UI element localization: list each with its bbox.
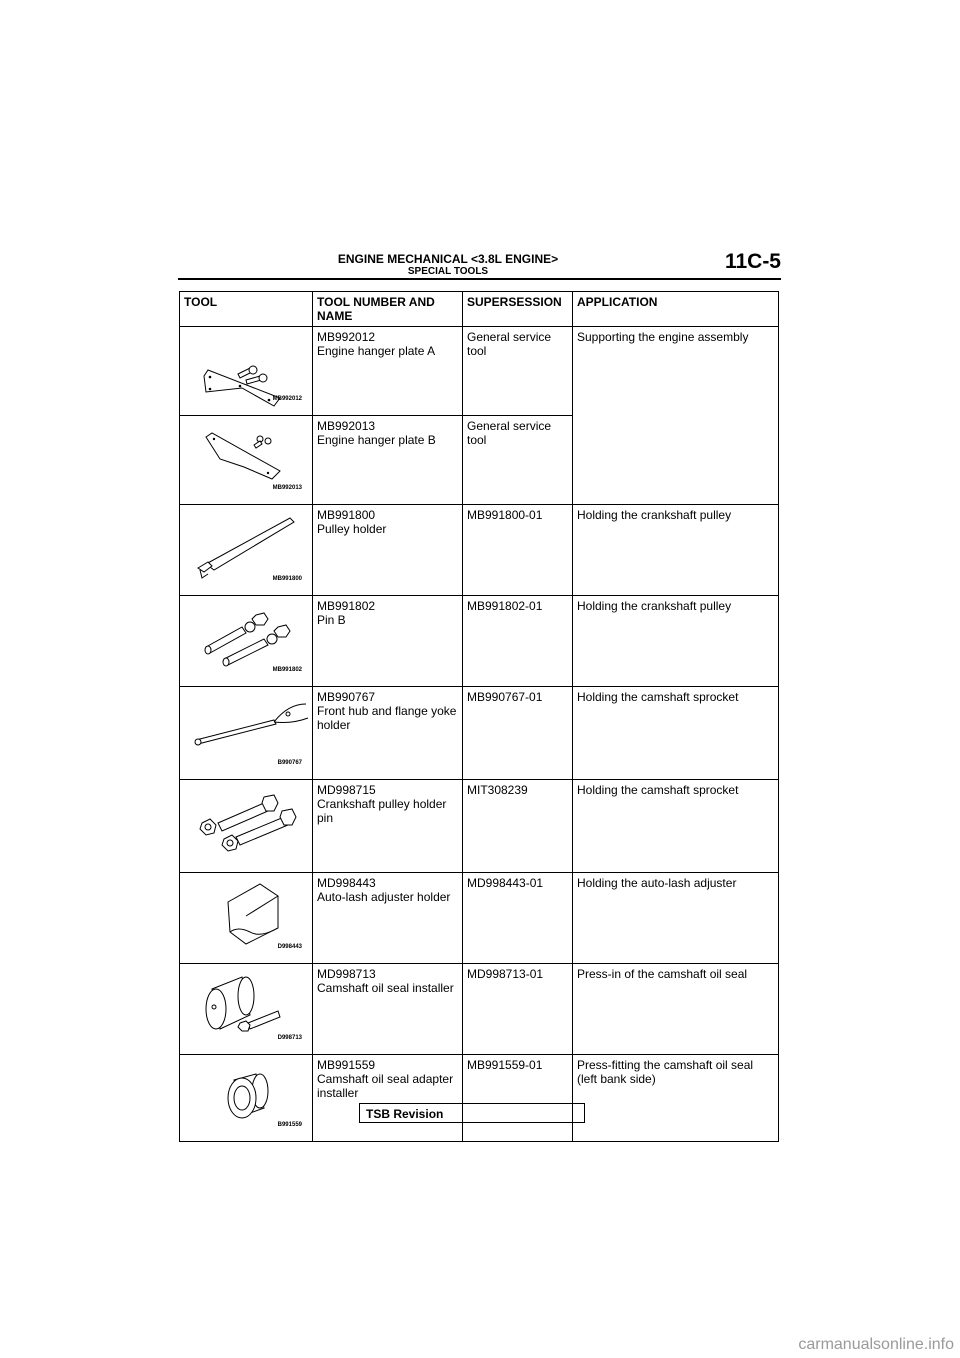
page-header [178, 250, 781, 280]
tool-number: MD998715 [317, 783, 376, 797]
application-cell: Holding the camshaft sprocket [573, 687, 779, 780]
supersession-cell: MB990767-01 [463, 687, 573, 780]
tool-number: MD998713 [317, 967, 376, 981]
table-row [180, 327, 779, 416]
page-number: 11C-5 [724, 250, 781, 273]
tool-number-name-cell [313, 780, 463, 873]
tool-name: Front hub and flange yoke holder [317, 704, 457, 732]
supersession-cell: MIT308239 [463, 780, 573, 873]
tool-image-cell [180, 1055, 313, 1142]
column-header-supersession: SUPERSESSION [463, 292, 573, 327]
table-row [180, 596, 779, 687]
section-title: ENGINE MECHANICAL <3.8L ENGINE> [337, 252, 559, 266]
tool-number: MD998443 [317, 876, 376, 890]
table-row [180, 873, 779, 964]
tool-name: Auto-lash adjuster holder [317, 890, 451, 904]
tool-image-cell [180, 596, 313, 687]
tool-image-cell [180, 780, 313, 873]
tsb-revision-box [359, 1103, 585, 1123]
tool-number: MB991559 [317, 1058, 376, 1072]
tool-name: Crankshaft pulley holder pin [317, 797, 447, 825]
tool-image-code: MB991802 [272, 667, 302, 673]
tool-image-code: MB992013 [272, 485, 302, 491]
tool-image-cell [180, 416, 313, 505]
table-row [180, 1055, 779, 1142]
tool-number: MB991800 [317, 508, 376, 522]
table-row [180, 964, 779, 1055]
tool-name: Pulley holder [317, 522, 387, 536]
tool-number: MB992013 [317, 419, 376, 433]
tool-name: Camshaft oil seal installer [317, 981, 454, 995]
tool-image-cell [180, 873, 313, 964]
supersession-cell: MB991802-01 [463, 596, 573, 687]
tool-image-code: D998713 [277, 1035, 302, 1041]
application-cell: Press-in of the camshaft oil seal [573, 964, 779, 1055]
application-cell: Holding the auto-lash adjuster [573, 873, 779, 964]
tool-name: Engine hanger plate A [317, 344, 436, 358]
supersession-cell: General service tool [463, 327, 573, 416]
supersession-cell: General service tool [463, 416, 573, 505]
application-cell: Press-fitting the camshaft oil seal (left bank side) [573, 1055, 779, 1142]
table-header-row [180, 292, 779, 327]
column-header-tool: TOOL [180, 292, 313, 327]
tool-number-name-cell [313, 687, 463, 780]
tool-number: MB991802 [317, 599, 376, 613]
header-rule [178, 278, 781, 280]
tool-image-code: B991559 [277, 1122, 302, 1128]
tool-number-name-cell [313, 873, 463, 964]
crankshaft-pulley-holder-pin-icon [184, 783, 317, 869]
supersession-cell: MD998443-01 [463, 873, 573, 964]
tsb-revision-label: TSB Revision [366, 1107, 444, 1121]
tool-number-name-cell [313, 416, 463, 505]
tool-name: Engine hanger plate B [317, 433, 436, 447]
supersession-cell: MD998713-01 [463, 964, 573, 1055]
tool-name: Pin B [317, 613, 346, 627]
tool-image-code: D998443 [277, 944, 302, 950]
tool-number: MB990767 [317, 690, 376, 704]
tool-number-name-cell [313, 1055, 463, 1142]
tool-name: Camshaft oil seal adapter installer [317, 1072, 454, 1100]
column-header-number-name: TOOL NUMBER AND NAME [313, 292, 463, 327]
tool-image-code: MB991800 [272, 576, 302, 582]
tool-number-name-cell [313, 505, 463, 596]
application-cell: Holding the crankshaft pulley [573, 596, 779, 687]
tool-image-code: MB992012 [272, 396, 302, 402]
table-row [180, 687, 779, 780]
supersession-cell: MB991559-01 [463, 1055, 573, 1142]
tool-image-cell [180, 505, 313, 596]
tool-number-name-cell [313, 596, 463, 687]
tool-number-name-cell [313, 964, 463, 1055]
table-row [180, 780, 779, 873]
column-header-application: APPLICATION [573, 292, 779, 327]
section-subtitle: SPECIAL TOOLS [407, 266, 489, 277]
special-tools-table [179, 291, 779, 1142]
application-cell: Holding the crankshaft pulley [573, 505, 779, 596]
tool-image-code: B990767 [277, 760, 302, 766]
table-row [180, 505, 779, 596]
tool-image-cell [180, 327, 313, 416]
tool-number: MB992012 [317, 330, 376, 344]
application-cell: Holding the camshaft sprocket [573, 780, 779, 873]
tool-number-name-cell [313, 327, 463, 416]
tool-image-cell [180, 964, 313, 1055]
application-cell: Supporting the engine assembly [573, 327, 779, 505]
watermark: carmanualsonline.info [798, 1336, 954, 1353]
tool-image-cell [180, 687, 313, 780]
supersession-cell: MB991800-01 [463, 505, 573, 596]
